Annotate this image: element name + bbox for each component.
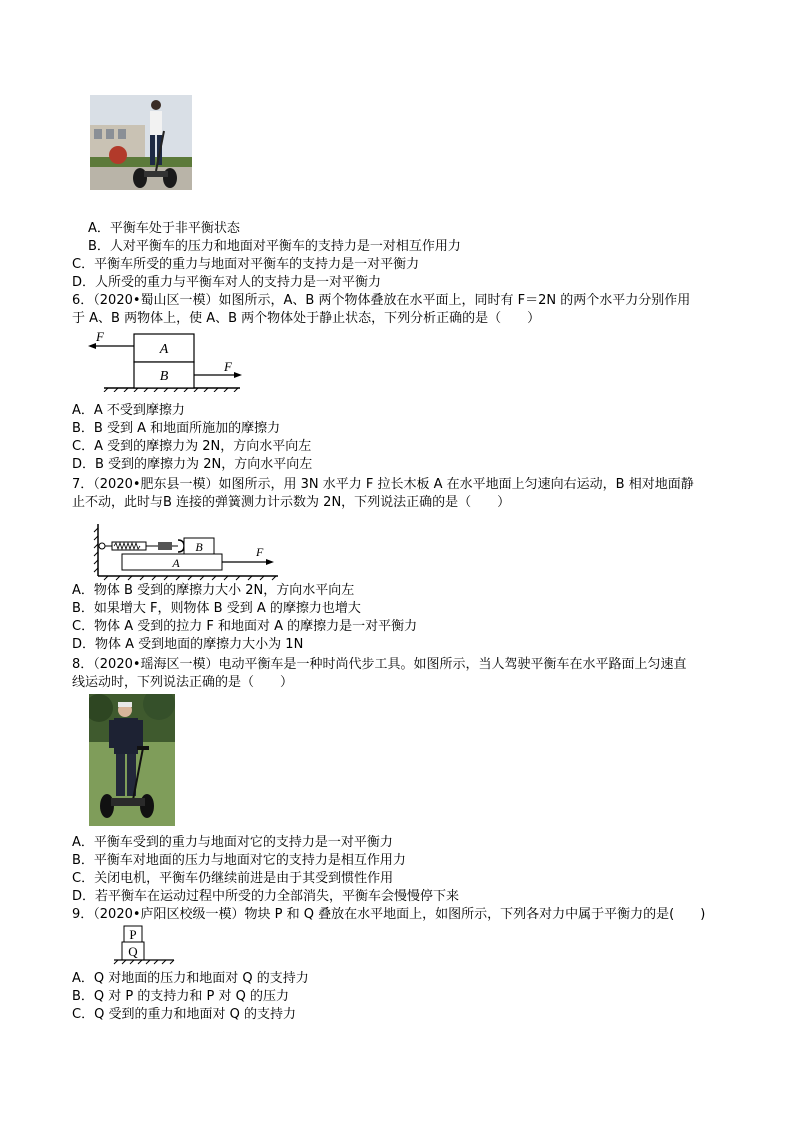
q6-label-a: A	[159, 342, 169, 357]
q8-option-a: A．平衡车受到的重力与地面对它的支持力是一对平衡力	[72, 835, 393, 850]
q6-option-b: B．B 受到 A 和地面所施加的摩擦力	[72, 421, 281, 436]
q6-force-left-label: F	[96, 330, 104, 344]
segway-photo-q8	[89, 694, 175, 826]
q7-wall	[94, 524, 98, 576]
q7-stem-line2: 止不动，此时与B 连接的弹簧测力计示数为 2N，下列说法正确的是（ ）	[72, 495, 511, 510]
q5-option-d: D．人所受的重力与平衡车对人的支持力是一对平衡力	[72, 275, 382, 290]
q9-ground	[114, 960, 174, 964]
q6-stem-line2: 于 A、B 两物体上，使 A、B 两个物体处于静止状态，下列分析正确的是（ ）	[72, 311, 541, 326]
q6-force-right-label: F	[224, 359, 232, 374]
q6-label-b: B	[159, 369, 169, 384]
q9-label-q: Q	[128, 944, 138, 959]
q9-option-c: C．Q 受到的重力和地面对 Q 的支持力	[72, 1007, 296, 1022]
q7-label-a: A	[172, 556, 180, 570]
q8-option-b: B．平衡车对地面的压力与地面对它的支持力是相互作用力	[72, 853, 406, 868]
q9-option-a: A．Q 对地面的压力和地面对 Q 的支持力	[72, 971, 309, 986]
q8-stem-line2: 线运动时，下列说法正确的是（ ）	[72, 675, 294, 690]
q7-label-b: B	[195, 540, 203, 554]
q7-option-a: A．物体 B 受到的摩擦力大小 2N，方向水平向左	[72, 583, 355, 598]
q7-option-d: D．物体 A 受到地面的摩擦力大小为 1N	[72, 637, 304, 652]
q9-label-p: P	[129, 927, 137, 942]
q6-option-d: D．B 受到的摩擦力为 2N，方向水平向左	[72, 457, 313, 472]
q7-spring-scale	[99, 540, 184, 552]
q7-option-b: B．如果增大 F，则物体 B 受到 A 的摩擦力也增大	[72, 601, 361, 616]
q7-ground	[98, 576, 278, 580]
q6-stem-line1: 6．（2020•蜀山区一模）如图所示，A、B 两个物体叠放在水平面上，同时有 F＝2N 的两个水平力分别作用	[72, 293, 691, 308]
q7-force-arrow	[222, 559, 274, 565]
q8-option-d: D．若平衡车在运动过程中所受的力全部消失，平衡车会慢慢停下来	[72, 889, 460, 904]
q7-figure	[92, 522, 280, 582]
q7-option-c: C．物体 A 受到的拉力 F 和地面对 A 的摩擦力是一对平衡力	[72, 619, 418, 634]
q7-force-label: F	[256, 545, 264, 559]
q5-option-a: A．平衡车处于非平衡状态	[88, 221, 240, 236]
q9-figure	[112, 924, 178, 968]
q9-option-b: B．Q 对 P 的支持力和 P 对 Q 的压力	[72, 989, 289, 1004]
q5-option-c: C．平衡车所受的重力与地面对平衡车的支持力是一对平衡力	[72, 257, 420, 272]
q6-option-c: C．A 受到的摩擦力为 2N，方向水平向左	[72, 439, 312, 454]
q6-force-right-arrow	[194, 372, 242, 378]
q7-stem-line1: 7．（2020•肥东县一模）如图所示，用 3N 水平力 F 拉长木板 A 在水平地面上匀速向右运动，B 相对地面静	[72, 477, 694, 492]
segway-photo-q5	[90, 95, 192, 190]
q6-option-a: A．A 不受到摩擦力	[72, 403, 185, 418]
q8-stem-line1: 8．（2020•瑶海区一模）电动平衡车是一种时尚代步工具。如图所示，当人驾驶平衡车在水平路面上匀速直	[72, 657, 687, 672]
q6-force-left-arrow	[88, 343, 134, 349]
q8-option-c: C．关闭电机，平衡车仍继续前进是由于其受到惯性作用	[72, 871, 394, 886]
q5-option-b: B．人对平衡车的压力和地面对平衡车的支持力是一对相互作用力	[88, 239, 461, 254]
q9-stem-line1: 9．（2020•庐阳区校级一模）物块 P 和 Q 叠放在水平地面上，如图所示，下列各对力中属于平衡力的是( )	[72, 907, 706, 922]
q6-figure	[88, 330, 248, 392]
q6-ground	[104, 388, 240, 392]
